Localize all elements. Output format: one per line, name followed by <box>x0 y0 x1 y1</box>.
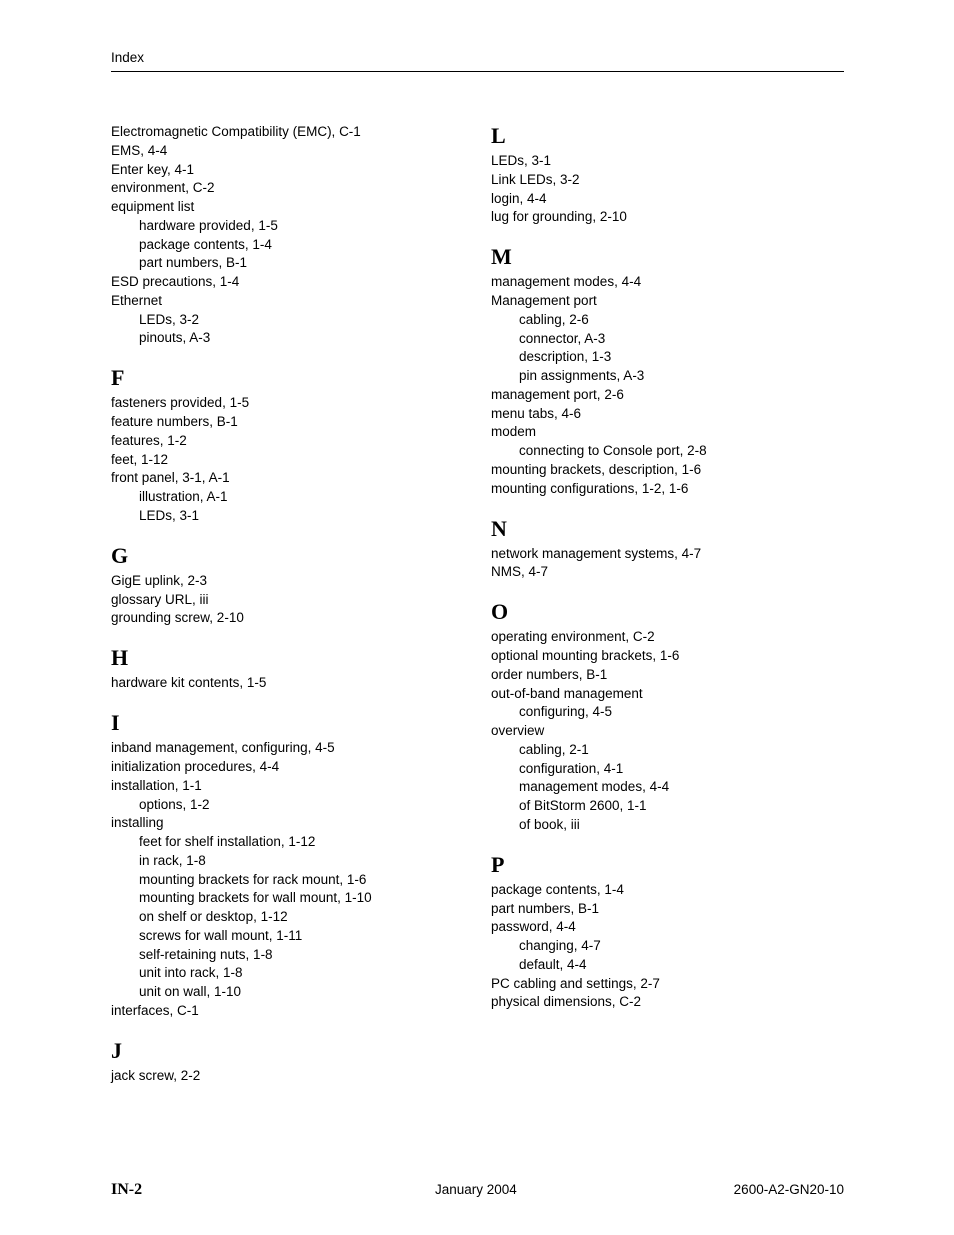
index-letter-heading: F <box>111 365 125 391</box>
index-subentry: mounting brackets for wall mount, 1-10 <box>139 890 372 906</box>
index-subentry: mounting brackets for rack mount, 1-6 <box>139 871 367 887</box>
index-letter-heading: J <box>111 1037 122 1063</box>
index-subentry: pin assignments, A-3 <box>519 368 645 383</box>
index-entry: feature numbers, B-1 <box>111 414 238 429</box>
index-entry: mounting configurations, 1-2, 1-6 <box>491 480 689 496</box>
index-entry: modem <box>491 424 537 440</box>
index-entry: installation, 1-1 <box>111 777 202 793</box>
index-letter-heading: M <box>491 244 512 270</box>
header-label: Index <box>111 50 145 65</box>
index-letter-heading: L <box>491 123 506 148</box>
index-entry: PC cabling and settings, 2-7 <box>491 975 660 991</box>
index-subentry: hardware provided, 1-5 <box>139 217 278 233</box>
index-entry: network management systems, 4-7 <box>491 545 702 561</box>
index-entry: EMS, 4-4 <box>111 142 168 158</box>
index-entry: ESD precautions, 1-4 <box>111 274 240 289</box>
index-entry: Link LEDs, 3-2 <box>491 171 580 187</box>
index-subentry: screws for wall mount, 1-11 <box>139 927 303 943</box>
index-entry: order numbers, B-1 <box>491 666 608 682</box>
index-entry: management port, 2-6 <box>491 386 624 402</box>
index-entry: physical dimensions, C-2 <box>491 994 642 1010</box>
index-entry: glossary URL, iii <box>111 591 209 607</box>
footer-date: January 2004 <box>435 1182 517 1197</box>
index-entry: menu tabs, 4-6 <box>491 405 582 421</box>
index-subentry: self-retaining nuts, 1-8 <box>139 946 273 962</box>
index-subentry: pinouts, A-3 <box>139 330 211 346</box>
index-subentry: cabling, 2-1 <box>519 741 589 757</box>
index-subentry: of book, iii <box>519 816 580 832</box>
index-entry: package contents, 1-4 <box>491 881 624 897</box>
index-entry: out-of-band management <box>491 685 643 701</box>
index-entry: fasteners provided, 1-5 <box>111 395 250 411</box>
index-entry: operating environment, C-2 <box>491 629 655 645</box>
index-entry: hardware kit contents, 1-5 <box>111 675 267 691</box>
index-entry: GigE uplink, 2-3 <box>111 572 208 588</box>
index-entry: equipment list <box>111 199 195 214</box>
index-letter-heading: I <box>111 710 120 736</box>
index-entry: Management port <box>491 293 597 308</box>
index-entry: initialization procedures, 4-4 <box>111 759 280 774</box>
index-subentry: changing, 4-7 <box>519 938 601 953</box>
index-entry: Enter key, 4-1 <box>111 161 195 177</box>
index-subentry: of BitStorm 2600, 1-1 <box>519 798 647 813</box>
index-entry: grounding screw, 2-10 <box>111 610 244 626</box>
index-subentry: configuring, 4-5 <box>519 704 613 720</box>
index-subentry: package contents, 1-4 <box>139 236 272 252</box>
index-letter-heading: G <box>111 542 129 568</box>
index-subentry: LEDs, 3-1 <box>139 507 200 523</box>
index-entry: installing <box>111 815 164 831</box>
index-subentry: on shelf or desktop, 1-12 <box>139 909 288 924</box>
index-letter-heading: H <box>111 645 129 671</box>
index-entry: features, 1-2 <box>111 432 187 448</box>
footer-page-number: IN-2 <box>111 1181 143 1198</box>
index-subentry: default, 4-4 <box>519 956 587 972</box>
footer-doc-number: 2600-A2-GN20-10 <box>733 1182 844 1197</box>
index-entry: part numbers, B-1 <box>491 900 600 916</box>
index-entry: interfaces, C-1 <box>111 1002 199 1018</box>
index-entry: password, 4-4 <box>491 919 576 935</box>
index-entry: LEDs, 3-1 <box>491 153 552 168</box>
index-entry: mounting brackets, description, 1-6 <box>491 461 702 477</box>
index-subentry: options, 1-2 <box>139 796 210 812</box>
index-letter-heading: O <box>491 599 509 625</box>
index-letter-heading: P <box>491 851 505 877</box>
index-subentry: management modes, 4-4 <box>519 779 670 795</box>
index-letter-heading: N <box>491 515 507 541</box>
index-entry: lug for grounding, 2-10 <box>491 209 627 225</box>
index-subentry: unit into rack, 1-8 <box>139 965 243 981</box>
index-subentry: connecting to Console port, 2-8 <box>519 443 707 458</box>
index-entry: jack screw, 2-2 <box>111 1067 201 1083</box>
index-subentry: configuration, 4-1 <box>519 760 624 776</box>
index-entry: optional mounting brackets, 1-6 <box>491 648 680 663</box>
index-subentry: illustration, A-1 <box>139 489 228 504</box>
index-subentry: unit on wall, 1-10 <box>139 984 242 999</box>
header-rule <box>111 71 844 72</box>
index-subentry: feet for shelf installation, 1-12 <box>139 834 316 849</box>
index-subentry: description, 1-3 <box>519 349 612 365</box>
index-subentry: connector, A-3 <box>519 330 606 346</box>
index-entry: management modes, 4-4 <box>491 274 642 290</box>
index-entry: login, 4-4 <box>491 190 547 206</box>
index-entry: inband management, configuring, 4-5 <box>111 740 335 756</box>
index-entry: NMS, 4-7 <box>491 564 549 580</box>
index-entry: environment, C-2 <box>111 180 215 196</box>
index-entry: front panel, 3-1, A-1 <box>111 470 230 486</box>
index-subentry: in rack, 1-8 <box>139 852 206 868</box>
index-entry: overview <box>491 723 545 738</box>
index-entry: Ethernet <box>111 292 163 308</box>
index-subentry: cabling, 2-6 <box>519 311 589 327</box>
index-subentry: part numbers, B-1 <box>139 255 248 271</box>
index-entry: feet, 1-12 <box>111 451 169 467</box>
index-entry: Electromagnetic Compatibility (EMC), C-1 <box>111 124 361 139</box>
index-subentry: LEDs, 3-2 <box>139 311 200 327</box>
